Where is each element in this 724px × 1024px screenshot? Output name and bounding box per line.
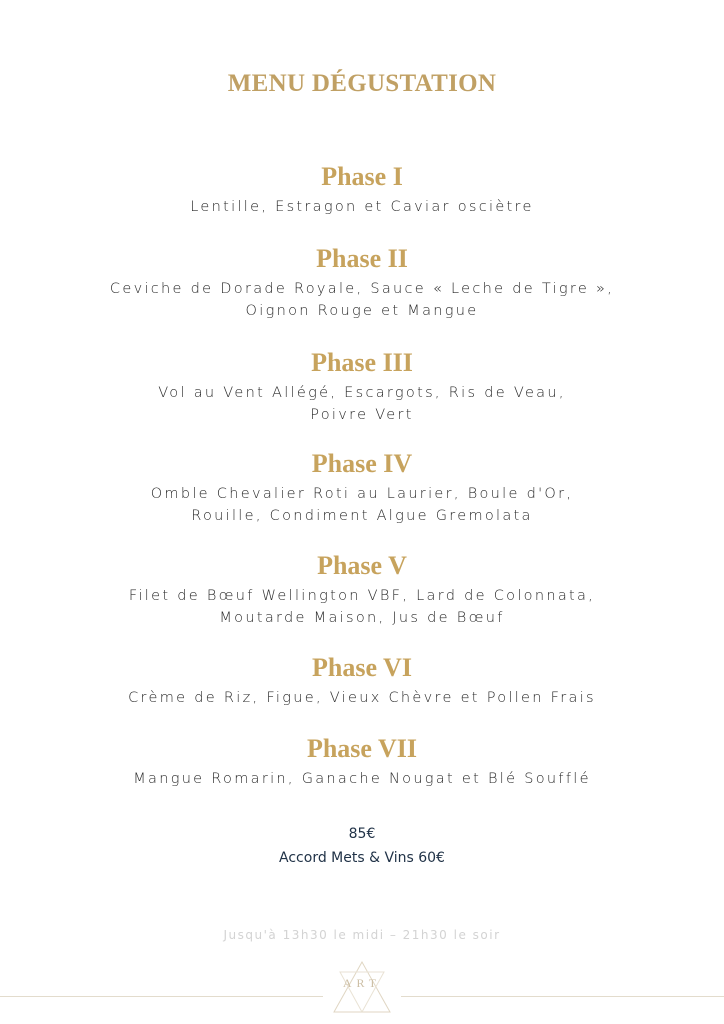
phase-heading: Phase I xyxy=(321,162,403,191)
course-phase-6 xyxy=(0,653,724,709)
phase-heading: Phase VI xyxy=(312,653,412,682)
dish-line: Vol au Vent Allégé, Escargots, Ris de Veau, xyxy=(158,385,566,401)
dish-line: Lentille, Estragon et Caviar osciètre xyxy=(190,199,534,215)
dish-line: Mangue Romarin, Ganache Nougat et Blé Soufflé xyxy=(133,771,591,787)
phase-heading: Phase VII xyxy=(306,734,418,763)
service-hours-note: Jusqu'à 13h30 le midi – 21h30 le soir xyxy=(223,928,501,942)
phase-heading: Phase IV xyxy=(311,449,413,478)
dish-line: Poivre Vert xyxy=(310,407,414,423)
logo-text: ART xyxy=(342,976,382,990)
footer-divider-right xyxy=(401,996,724,997)
course-phase-1 xyxy=(0,162,724,218)
course-phase-2 xyxy=(0,244,724,322)
dish-line: Oignon Rouge et Mangue xyxy=(245,303,479,319)
menu-price: 85€ xyxy=(348,826,376,842)
phase-heading: Phase II xyxy=(316,244,408,273)
menu-title: MENU DÉGUSTATION xyxy=(227,70,497,97)
price-block xyxy=(0,822,724,870)
footer-divider-left xyxy=(0,996,323,997)
course-phase-7 xyxy=(0,734,724,790)
wine-pairing-price: Accord Mets & Vins 60€ xyxy=(279,850,445,866)
restaurant-logo xyxy=(322,958,402,1018)
dish-line: Filet de Bœuf Wellington VBF, Lard de Colonnata, xyxy=(128,588,596,604)
phase-heading: Phase III xyxy=(311,348,413,377)
course-phase-3 xyxy=(0,348,724,426)
dish-line: Rouille, Condiment Algue Gremolata xyxy=(191,508,533,524)
phase-heading: Phase V xyxy=(317,551,407,580)
course-phase-5 xyxy=(0,551,724,629)
dish-line: Moutarde Maison, Jus de Bœuf xyxy=(219,610,505,626)
dish-line: Crème de Riz, Figue, Vieux Chèvre et Pollen Frais xyxy=(128,690,596,706)
course-phase-4 xyxy=(0,449,724,527)
dish-line: Ceviche de Dorade Royale, Sauce « Leche de Tigre », xyxy=(109,281,615,297)
dish-line: Omble Chevalier Roti au Laurier, Boule d'Or, xyxy=(150,486,574,502)
